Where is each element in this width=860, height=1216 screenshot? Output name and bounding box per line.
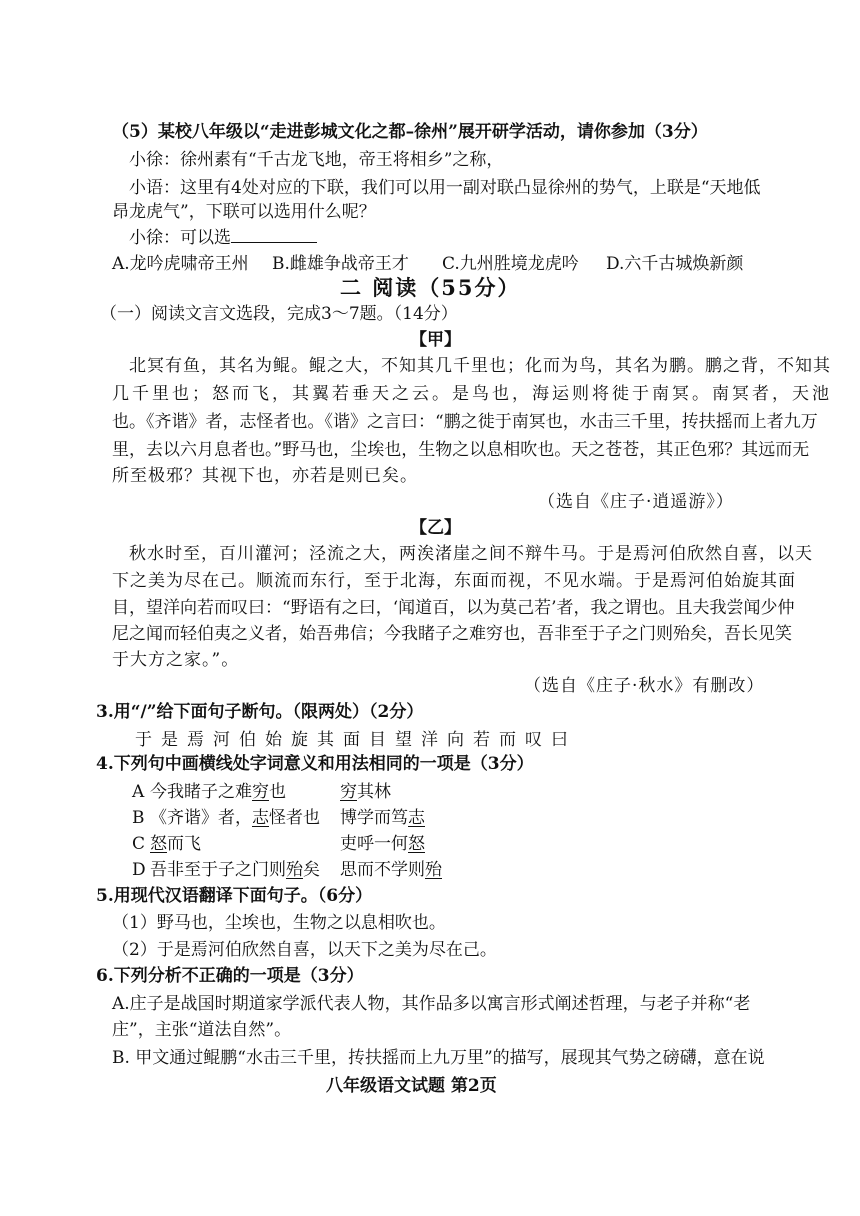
q3-heading: 3.用“/”给下面句子断句。（限两处）（2分） bbox=[96, 702, 424, 722]
q4-option-b-text: 思而不学则殆 bbox=[340, 860, 442, 880]
q6-option-b-line1: B. 甲文通过鲲鹏“水击三千里，抟扶摇而上九万里”的描写，展现其气势之磅礴，意在说 bbox=[112, 1048, 765, 1068]
q5-line-2b: 昂龙虎气”，下联可以选用什么呢？ bbox=[112, 202, 376, 222]
passage-yi-line: 尼之闻而轻伯夷之义者，始吾弗信；今我睹子之难穷也，吾非至于子之门则殆矣，吾长见笑 bbox=[112, 624, 792, 644]
option-a: A.龙吟虎啸帝王州 bbox=[112, 254, 249, 274]
passage-jia-line: 也。《齐谐》者，志怪者也。《谐》之言曰：“鹏之徙于南冥也，水击三千里，抟扶摇而上者九万 bbox=[112, 412, 818, 432]
option-b: B.雌雄争战帝王才 bbox=[272, 254, 409, 274]
q6-option-a-line2: 庄”，主张“道法自然”。 bbox=[112, 1020, 292, 1040]
passage-jia-label: 【甲】 bbox=[410, 330, 461, 350]
q5-answer-prompt: 小徐：可以选 bbox=[129, 228, 231, 248]
q5-heading: （5）某校八年级以“走进彭城文化之都–徐州”展开研学活动，请你参加（3分） bbox=[112, 122, 708, 142]
passage-jia-line: 所至极邪？其视下也，亦若是则已矣。 bbox=[112, 466, 418, 486]
option-d: D.六千古城焕新颜 bbox=[606, 254, 744, 274]
q4-heading: 4.下列句中画横线处字词意义和用法相同的一项是（3分） bbox=[96, 754, 534, 774]
q4-option-label: A bbox=[132, 782, 145, 802]
passage-yi-source: （选自《庄子·秋水》有删改） bbox=[524, 676, 765, 696]
passage-jia-line: 里，去以六月息者也。”野马也，尘埃也，生物之以息相吹也。天之苍苍，其正色邪？其远而无 bbox=[112, 440, 810, 460]
passage-jia-line: 北冥有鱼，其名为鲲。鲲之大，不知其几千里也；化而为鸟，其名为鹏。鹏之背，不知其 bbox=[129, 356, 831, 376]
q4-option-a-text: 今我睹子之难穷也 bbox=[150, 782, 286, 802]
q5-translate-heading: 5.用现代汉语翻译下面句子。（6分） bbox=[96, 886, 373, 906]
q4-option-label: B bbox=[132, 808, 145, 828]
q4-option-b-text: 吏呼一何怒 bbox=[340, 834, 425, 854]
passage-jia-source: （选自《庄子·逍遥游》） bbox=[538, 492, 734, 512]
q4-option-b-text: 穷其林 bbox=[340, 782, 391, 802]
q4-option-a-text: 《齐谐》者，志怪者也 bbox=[150, 808, 320, 828]
option-c: C.九州胜境龙虎吟 bbox=[442, 254, 579, 274]
q6-heading: 6.下列分析不正确的一项是（3分） bbox=[96, 966, 364, 986]
passage-yi-line: 秋水时至，百川灌河；泾流之大，两涘渚崖之间不辩牛马。于是焉河伯欣然自喜，以天 bbox=[129, 544, 813, 564]
section-title: 二 阅读（55分） bbox=[340, 275, 521, 300]
q4-option-b-text: 博学而笃志 bbox=[340, 808, 425, 828]
passage-yi-line: 目，望洋向若而叹曰：“野语有之曰，‘闻道百，以为莫己若’者，我之谓也。且夫我尝闻少仲 bbox=[112, 598, 795, 618]
passage-yi-line: 下之美为尽在己。顺流而东行，至于北海，东面而视，不见水端。于是焉河伯始旋其面 bbox=[112, 571, 796, 591]
q5-line-2a: 小语：这里有4处对应的下联，我们可以用一副对联凸显徐州的势气，上联是“天地低 bbox=[129, 178, 761, 198]
q4-option-label: C bbox=[132, 834, 146, 854]
page-footer: 八年级语文试题 第2页 bbox=[326, 1076, 497, 1096]
passage-jia-line: 几千里也；怒而飞，其翼若垂天之云。是鸟也，海运则将徙于南冥。南冥者，天池 bbox=[112, 384, 832, 404]
q5-line-1: 小徐：徐州素有“千古龙飞地，帝王将相乡”之称， bbox=[129, 150, 504, 170]
passage-yi-line: 于大方之家。”。 bbox=[112, 650, 240, 670]
answer-blank bbox=[231, 226, 317, 243]
q4-option-a-text: 吾非至于子之门则殆矣 bbox=[150, 860, 320, 880]
q5-line-3 bbox=[129, 226, 317, 250]
passage-yi-label: 【乙】 bbox=[410, 518, 461, 538]
q5-translate-item: （1）野马也，尘埃也，生物之以息相吹也。 bbox=[112, 913, 446, 933]
q5-translate-item: （2）于是焉河伯欣然自喜，以天下之美为尽在己。 bbox=[112, 940, 497, 960]
q4-option-a-text: 怒而飞 bbox=[150, 834, 201, 854]
q3-sentence: 于是焉河伯始旋其面目望洋向若而叹曰 bbox=[135, 730, 577, 750]
q4-option-label: D bbox=[132, 860, 146, 880]
q6-option-a-line1: A.庄子是战国时期道家学派代表人物，其作品多以寓言形式阐述哲理，与老子并称“老 bbox=[112, 994, 751, 1014]
section-subtitle: （一）阅读文言文选段，完成3～7题。（14分） bbox=[100, 304, 458, 324]
